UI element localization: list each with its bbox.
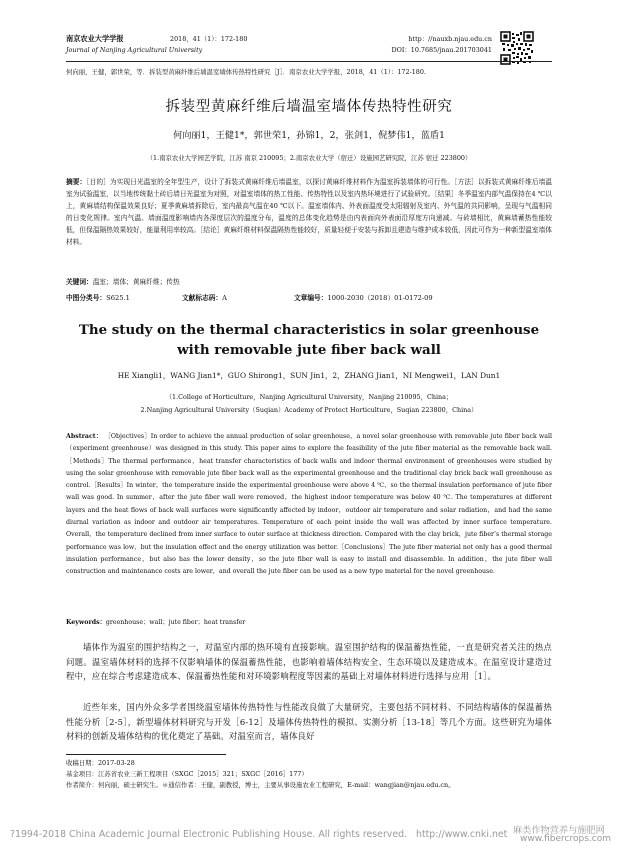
doi[interactable]: DOI：10.7685/jnau.201703041 — [391, 46, 492, 54]
keywords-en — [66, 617, 552, 629]
article-no — [294, 292, 433, 304]
clc-label: 中图分类号： — [66, 294, 107, 302]
title-en-line-1: The study on the thermal characteristics in solar greenhouse — [78, 322, 540, 338]
abstract-en-label: Abstract： — [66, 433, 103, 440]
authors-en: HE Xiangli1，WANG Jian1*，GUO Shirong1，SUN Jin1，2，ZHANG Jian1，NI Mengwei1，LAN Dun1 — [117, 371, 501, 380]
header-rule — [66, 61, 552, 62]
authors-cn: 何向丽1，王健1*，郭世荣1，孙锦1，2，张剑1，倪梦伟1，蓝盾1 — [173, 130, 445, 141]
keywords-cn-label: 关键词： — [66, 278, 93, 286]
site-name-cn: 麻类作物营养与施肥网 — [513, 825, 605, 836]
site-url[interactable]: www.fibercrops.com — [520, 834, 611, 844]
footnote-rule — [66, 754, 226, 755]
article-no-value: 1000-2030（2018）01-0172-09 — [327, 294, 433, 302]
doc-code-value: A — [222, 294, 227, 302]
abstract-cn-label: 摘要： — [66, 178, 87, 186]
footnote-author: 作者简介：何向丽，硕士研究生。＊通信作者：王健，副教授，博士，主要从事设施农业工程研究，E-mail：wangjian@njau.edu.cn。 — [66, 781, 455, 790]
footnote-received: 收稿日期：2017-03-28 — [66, 759, 135, 767]
classification-line — [66, 292, 552, 304]
keywords-en-label: Keywords： — [66, 619, 106, 626]
footnote — [66, 758, 552, 792]
qr-code-graphic — [500, 31, 534, 65]
keywords-en-text: greenhouse；wall；jute fiber；heat transfer — [105, 619, 246, 626]
title-en — [66, 320, 552, 360]
affiliation-en-line-2: 2.Nanjing Agricultural University（Suqian）Academy of Protect Horticulture，Suqian 223800，China） — [140, 406, 478, 414]
article-no-label: 文章编号： — [294, 294, 328, 302]
abstract-cn-text: ［目的］为实现日光温室的全年型生产，设计了拆装式黄麻纤维后墙温室，以探讨黄麻纤维材料作为温室拆装墙体的可行性。［方法］以拆装式黄麻纤维后墙温室为试验温室，以当地传统黏土砖后墙日光温室为对照，对温室墙体的热工性能、传热特性以及室内热环境进行了试验研究。［结果］冬季温室内部气温保持在4 ℃以上，黄麻墙结构保温效果良好；夏季黄麻墙拆除后，室内最高气温在40 ℃以下。温室墙体内、外表面温度受太阳辐射及室内、外气温的共同影响，呈现与气温相同的日变化规律。室内气温、墙面温度影响墙内各深度层次的温度分布，温度的总体变化趋势是由内表面向外表面沿厚度方向递减。与砖墙相比，黄麻墙蓄热性能较低，但保温隔热效果较好，能量利用率较高。［结论］黄麻纤维材料保温隔热性能较好，质量轻便于安装与拆卸且建造与维护成本较低，因此可作为一种新型温室墙体材料。 — [66, 178, 553, 247]
doc-code — [182, 292, 227, 304]
affiliation-en-line-1: （1.College of Horticulture，Nanjing Agricultural University，Nanjing 210095，China； — [165, 393, 453, 401]
body-paragraph-1: 墙体作为温室的围护结构之一，对温室内部的热环境有直接影响。温室围护结构的保温蓄热性能，一直是研究者关注的热点问题。温室墙体材料的选择不仅影响墙体的保温蓄热性能，也影响着墙体结构安全、生态环境以及建造成本。在温室设计建造过程中，应在综合考虑建造成本、保温蓄热性能和对环境影响程度等因素的基础上对墙体材料进行选择与应用［1］。 — [66, 642, 552, 682]
abstract-cn — [66, 176, 552, 274]
affiliation-en — [66, 391, 552, 417]
footnote-funding: 基金项目：江苏省农业三新工程项目（SXGC［2015］321；SXGC［2016］177） — [66, 770, 308, 779]
citation: 何向丽，王健，郭世荣，等．拆装型黄麻纤维后墙温室墙体传热特性研究［J］．南京农业大学学报，2018，41（1）：172-180. — [66, 68, 426, 76]
abstract-en — [66, 431, 552, 614]
title-cn: 拆装型黄麻纤维后墙温室墙体传热特性研究 — [165, 99, 453, 115]
body-paragraph-2: 近些年来，国内外众多学者围绕温室墙体传热特性与性能改良做了大量研究，主要包括不同材料、不同结构墙体的保温蓄热性能分析［2-5］，新型墙体材料研究与开发［6-12］及墙体传热特性的模拟、实测分析［13-18］等几个方面。这些研究为墙体材料的创新及墙体结构的优化奠定了基础。对温室而言，墙体良好 — [66, 702, 552, 742]
volume-info: 2018，41（1）：172-180 — [170, 35, 248, 43]
cnki-link[interactable]: http://www.cnki.net — [416, 829, 508, 840]
doc-code-label: 文献标志码： — [182, 294, 223, 302]
clc-value: S625.1 — [106, 294, 130, 302]
journal-url[interactable]: http：//nauxb.njau.edu.cn — [408, 35, 492, 43]
title-en-line-2: with removable jute fiber back wall — [177, 342, 441, 358]
copyright-notice: ?1994-2018 China Academic Journal Electronic Publishing House. All rights reserved. — [10, 829, 408, 840]
keywords-cn-text: 温室；墙体；黄麻纤维；传热 — [92, 278, 180, 286]
journal-name-cn: 南京农业大学学报 — [66, 34, 124, 43]
journal-name-en: Journal of Nanjing Agricultural University — [66, 46, 203, 54]
keywords-cn — [66, 276, 552, 288]
watermark-bar — [0, 822, 618, 844]
abstract-en-text: ［Objectives］In order to achieve the annual production of solar greenhouse，a novel solar greenhouse with removable jute fiber back wall（experiment greenhouse）was designed in this study. This paper aims to explore the feasibility of the jute fiber material as the removable back wall.［Methods］The thermal performance，heat transfer characteristics of back walls and indoor thermal environment of greenhouses were studied by using the solar greenhouse with removable jute fiber back wall as the experimental greenhouse and the traditional clay brick back wall greenhouse as control.［Results］In winter，the temperature inside the experimental greenhouse were above 4 ℃，so the thermal insulation performance of jute fiber wall was good. In summer，after the jute fiber wall were removed，the highest indoor temperature was below 40 ℃. The temperatures at different layers and the heat flows of back wall surfaces were significantly affected by indoor，outdoor air temperature and solar radiation，and had the same diurnal variation as indoor and outdoor air temperatures. Temperature of each point inside the wall was affected by inner surface temperature. Overall，the temperature declined from inner surface to outer surface at thickness direction. Compared with the clay brick，jute fiber’s thermal storage performance was low，but the insulation effect and the energy utilization was better.［Conclusions］The jute fiber material not only has a good thermal insulation performance，but also has the lower density，so the jute fiber wall is easy to install and disassemble. In addition，the jute fiber wall construction and maintenance costs are lower，and overall the jute fiber can be used as a new type material for the novel greenhouse. — [66, 433, 552, 576]
affiliation-cn: （1.南京农业大学园艺学院，江苏 南京 210095；2.南京农业大学（宿迁）设施园艺研究院，江苏 宿迁 223800） — [146, 154, 472, 162]
qr-code-icon — [500, 31, 534, 65]
